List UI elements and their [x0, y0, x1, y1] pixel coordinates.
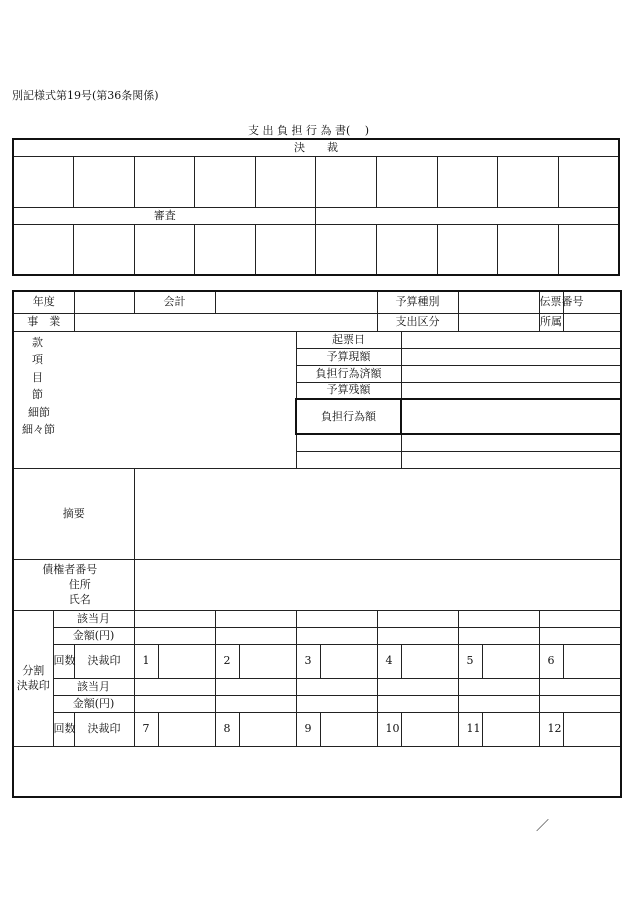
budget-label-kan: 款 — [32, 335, 43, 349]
creditor-address-label: 住所 — [68, 578, 91, 591]
installment-number: 3 — [296, 644, 320, 678]
shozoku-field[interactable] — [563, 313, 621, 331]
amount-field-11[interactable] — [458, 695, 539, 712]
kessai-in-label: 決裁印 — [74, 644, 134, 678]
installment-number: 2 — [215, 644, 239, 678]
kessai-stamp-box[interactable] — [558, 156, 619, 207]
month-field-11[interactable] — [458, 678, 539, 695]
month-field-3[interactable] — [296, 610, 377, 627]
yosan-gengaku-field[interactable] — [401, 348, 621, 365]
kaikei-field[interactable] — [215, 291, 377, 313]
installment-stamp-1[interactable] — [158, 644, 215, 678]
shinsa-stamp-box[interactable] — [255, 224, 316, 275]
month-label: 該当月 — [53, 610, 134, 627]
month-field-8[interactable] — [215, 678, 296, 695]
installment-stamp-3[interactable] — [320, 644, 377, 678]
kessai-stamp-box[interactable] — [498, 156, 559, 207]
document-title: 支 出 負 担 行 為 書( ) — [248, 124, 370, 137]
tekiyo-field[interactable] — [134, 468, 621, 559]
kessai-stamp-box[interactable] — [255, 156, 316, 207]
budget-extra-field[interactable] — [401, 434, 621, 451]
budget-label-ko: 項 — [32, 353, 43, 366]
budget-code-area[interactable] — [13, 331, 296, 468]
amount-field-2[interactable] — [215, 627, 296, 644]
yosan-zangaku-label: 予算残額 — [296, 382, 401, 399]
budget-label-setsu: 節 — [32, 388, 43, 401]
kessai-in-label: 決裁印 — [74, 712, 134, 746]
creditor-label — [13, 559, 134, 610]
installment-label-line1: 分割 — [22, 664, 45, 677]
yosan-zangaku-field[interactable] — [401, 382, 621, 399]
futan-sumi-label: 負担行為済額 — [296, 365, 401, 382]
shinsa-label: 審査 — [13, 207, 316, 224]
month-field-2[interactable] — [215, 610, 296, 627]
installment-number: 12 — [539, 712, 563, 746]
tekiyo-label: 摘要 — [13, 468, 134, 559]
yosan-gengaku-label: 予算現額 — [296, 348, 401, 365]
creditor-name-label: 氏名 — [68, 593, 91, 606]
budget-extra-label — [296, 451, 401, 468]
installment-stamp-8[interactable] — [239, 712, 296, 746]
shinsa-stamp-box[interactable] — [195, 224, 256, 275]
shinsa-stamp-box[interactable] — [134, 224, 195, 275]
budget-label-saisetsu: 細節 — [28, 405, 50, 419]
denpyo-bango-label: 伝票番号 — [539, 291, 563, 313]
installment-number: 7 — [134, 712, 158, 746]
month-label: 該当月 — [53, 678, 134, 695]
shinsa-stamp-box[interactable] — [74, 224, 135, 275]
installment-stamp-7[interactable] — [158, 712, 215, 746]
installment-stamp-5[interactable] — [482, 644, 539, 678]
month-field-12[interactable] — [539, 678, 621, 695]
shinsa-stamp-box[interactable] — [498, 224, 559, 275]
installment-number: 9 — [296, 712, 320, 746]
main-form-table — [12, 290, 622, 798]
creditor-field[interactable] — [134, 559, 621, 610]
installment-stamp-6[interactable] — [563, 644, 621, 678]
amount-field-3[interactable] — [296, 627, 377, 644]
amount-field-4[interactable] — [377, 627, 458, 644]
form-reference: 別記様式第19号(第36条関係) — [12, 89, 159, 102]
installment-number: 8 — [215, 712, 239, 746]
approval-table — [12, 138, 620, 276]
amount-label: 金額(円) — [53, 695, 134, 712]
page-mark: ／ — [536, 819, 550, 834]
amount-field-12[interactable] — [539, 695, 621, 712]
budget-label-moku: 目 — [32, 370, 43, 384]
installment-stamp-10[interactable] — [401, 712, 458, 746]
budget-label-saisaisetsu: 細々節 — [22, 423, 55, 436]
kessai-stamp-box[interactable] — [134, 156, 195, 207]
shinsa-stamp-box[interactable] — [558, 224, 619, 275]
installment-stamp-2[interactable] — [239, 644, 296, 678]
futan-gaku-label: 負担行為額 — [296, 399, 401, 434]
amount-field-5[interactable] — [458, 627, 539, 644]
kessai-stamp-box[interactable] — [316, 156, 377, 207]
nendo-field[interactable] — [74, 291, 134, 313]
jigyo-field[interactable] — [74, 313, 377, 331]
kaisu-label: 回数 — [53, 644, 74, 678]
amount-field-8[interactable] — [215, 695, 296, 712]
shinsa-stamp-box[interactable] — [377, 224, 438, 275]
amount-field-9[interactable] — [296, 695, 377, 712]
nendo-label: 年度 — [13, 291, 74, 313]
shinsa-stamp-box[interactable] — [13, 224, 74, 275]
installment-number: 6 — [539, 644, 563, 678]
kihyobi-label: 起票日 — [296, 331, 401, 348]
kihyobi-field[interactable] — [401, 331, 621, 348]
budget-extra-field[interactable] — [401, 451, 621, 468]
kessai-label: 決 裁 — [13, 139, 619, 156]
installment-number: 10 — [377, 712, 401, 746]
installment-number: 5 — [458, 644, 482, 678]
shinsa-blank — [316, 207, 619, 224]
amount-field-1[interactable] — [134, 627, 215, 644]
installment-stamp-12[interactable] — [563, 712, 621, 746]
installment-label-line2: 決裁印 — [16, 679, 50, 692]
creditor-number-label: 債権者番号 — [42, 563, 98, 576]
bottom-remarks-field[interactable] — [13, 746, 621, 797]
amount-field-10[interactable] — [377, 695, 458, 712]
month-field-6[interactable] — [539, 610, 621, 627]
futan-gaku-field[interactable] — [401, 399, 621, 434]
installment-stamp-9[interactable] — [320, 712, 377, 746]
month-field-5[interactable] — [458, 610, 539, 627]
kaikei-label: 会計 — [134, 291, 215, 313]
yosan-shubetsu-field[interactable] — [458, 291, 539, 313]
kessai-stamp-box[interactable] — [195, 156, 256, 207]
month-field-9[interactable] — [296, 678, 377, 695]
shishutsu-kubun-field[interactable] — [458, 313, 539, 331]
installment-stamp-11[interactable] — [482, 712, 539, 746]
month-field-1[interactable] — [134, 610, 215, 627]
jigyo-label: 事 業 — [13, 313, 74, 331]
installment-stamp-4[interactable] — [401, 644, 458, 678]
month-field-7[interactable] — [134, 678, 215, 695]
shinsa-stamp-box[interactable] — [437, 224, 498, 275]
amount-label: 金額(円) — [53, 627, 134, 644]
month-field-4[interactable] — [377, 610, 458, 627]
installment-label — [13, 610, 53, 746]
installment-number: 1 — [134, 644, 158, 678]
amount-field-6[interactable] — [539, 627, 621, 644]
yosan-shubetsu-label: 予算種別 — [377, 291, 458, 313]
shinsa-stamp-box[interactable] — [316, 224, 377, 275]
installment-number: 11 — [458, 712, 482, 746]
kessai-stamp-box[interactable] — [74, 156, 135, 207]
installment-number: 4 — [377, 644, 401, 678]
month-field-10[interactable] — [377, 678, 458, 695]
shozoku-label: 所属 — [539, 313, 563, 331]
kaisu-label: 回数 — [53, 712, 74, 746]
amount-field-7[interactable] — [134, 695, 215, 712]
shishutsu-kubun-label: 支出区分 — [377, 313, 458, 331]
futan-sumi-field[interactable] — [401, 365, 621, 382]
kessai-stamp-box[interactable] — [437, 156, 498, 207]
budget-extra-label — [296, 434, 401, 451]
kessai-stamp-box[interactable] — [13, 156, 74, 207]
kessai-stamp-box[interactable] — [377, 156, 438, 207]
